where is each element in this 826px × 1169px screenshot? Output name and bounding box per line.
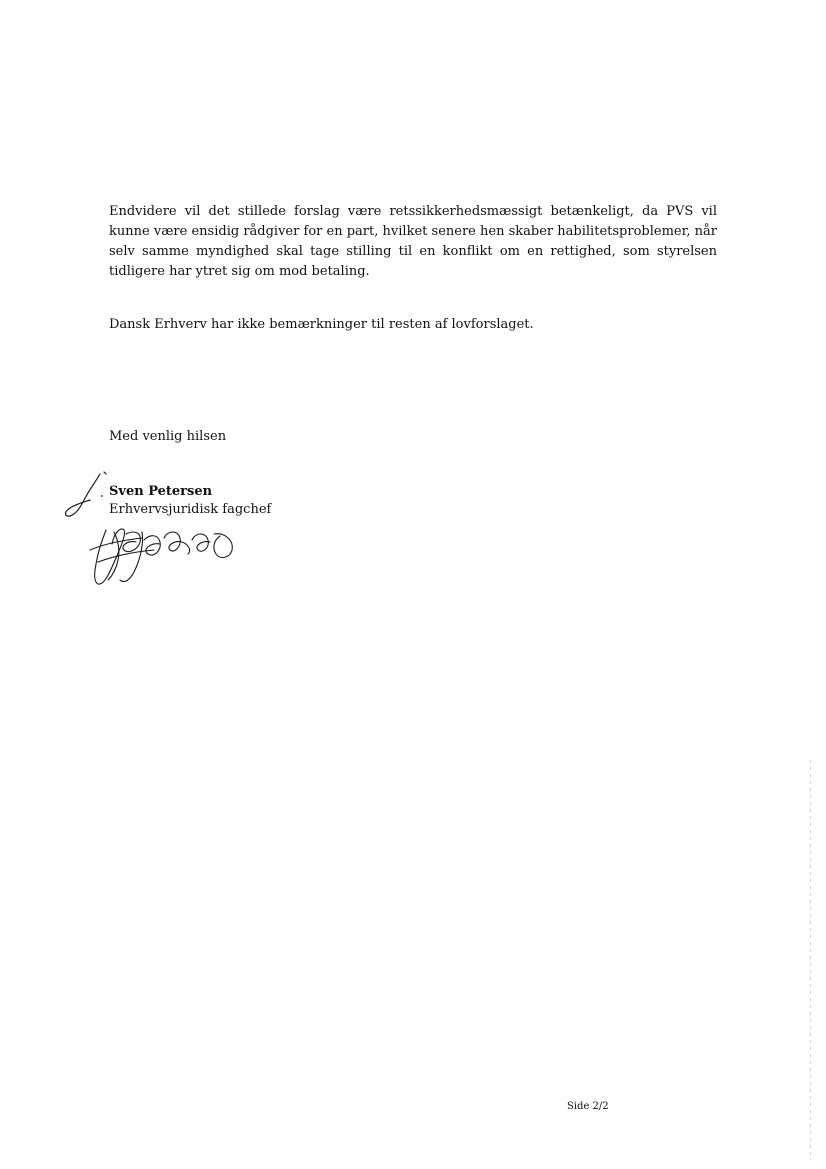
scan-edge-line xyxy=(810,760,811,1160)
handwritten-signature xyxy=(84,520,244,590)
page-number: Side 2/2 xyxy=(567,1101,609,1112)
signer-title: Erhvervsjuridisk fagchef xyxy=(109,502,272,517)
closing-greeting: Med venlig hilsen xyxy=(109,429,227,444)
per-procura-mark xyxy=(60,470,110,522)
body-paragraph-1: Endvidere vil det stillede forslag være retssikkerhedsmæssigt betænkeligt, da PVS vil kunne være ensidig rådgiver for en part, hvilket senere hen skaber habilitetsproblemer, når selv samme myndighed skal tage stilling til en konflikt om en rettighed, som styrelsen tidligere har ytret sig om mod betaling. xyxy=(109,204,717,279)
body-paragraph-2: Dansk Erhverv har ikke bemærkninger til resten af lovforslaget. xyxy=(109,317,534,332)
signer-name: Sven Petersen xyxy=(109,484,213,499)
